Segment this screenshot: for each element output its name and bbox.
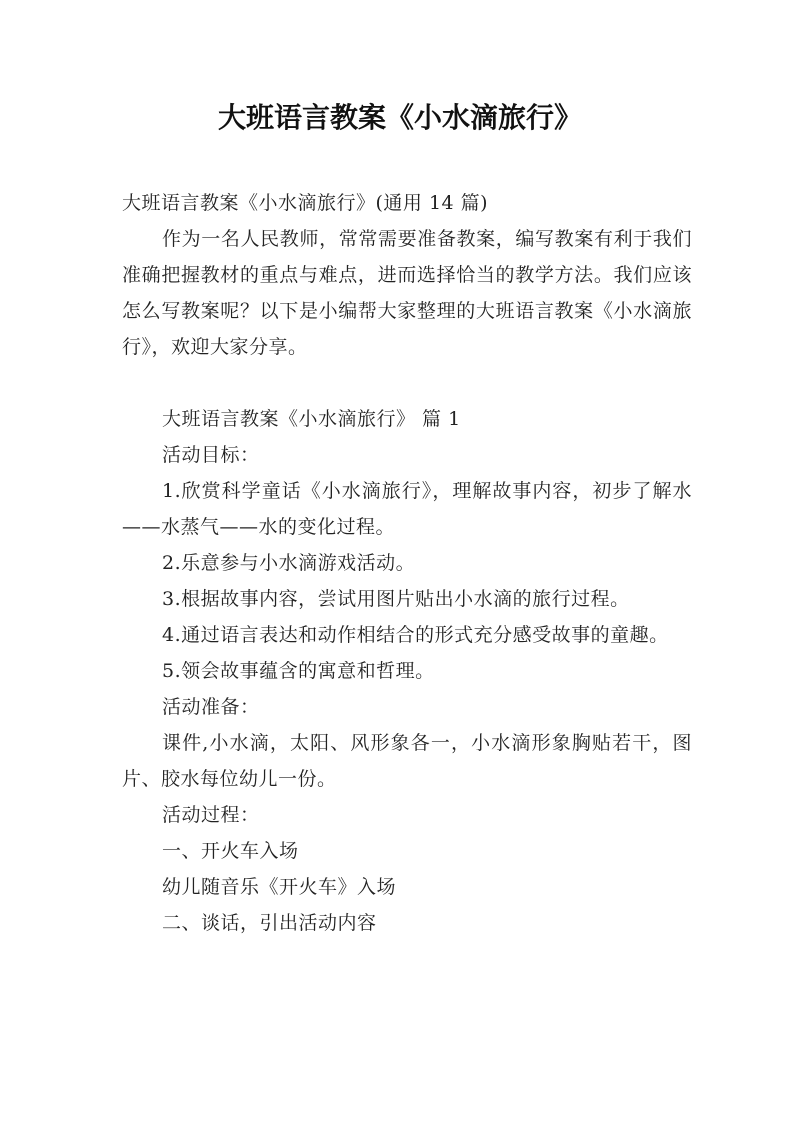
goal-item: 5.领会故事蕴含的寓意和哲理。 <box>162 660 435 682</box>
process-step: 二、谈话，引出活动内容 <box>162 912 377 934</box>
process-step: 一、开火车入场 <box>162 840 299 862</box>
document-body <box>122 185 692 941</box>
section-heading: 大班语言教案《小水滴旅行》 篇 1 <box>162 408 461 430</box>
process-step-text: 幼儿随音乐《开火车》入场 <box>162 876 397 898</box>
goal-item: 1.欣赏科学童话《小水滴旅行》，理解故事内容，初步了解水——水蒸气——水的变化过程。 <box>122 480 692 538</box>
prep-label: 活动准备： <box>162 696 260 718</box>
document-subtitle: 大班语言教案《小水滴旅行》(通用 14 篇) <box>122 192 489 214</box>
goals-label: 活动目标： <box>162 444 260 466</box>
goal-item: 3.根据故事内容，尝试用图片贴出小水滴的旅行过程。 <box>162 588 630 610</box>
prep-text: 课件,小水滴，太阳、风形象各一，小水滴形象胸贴若干，图片、胶水每位幼儿一份。 <box>122 732 692 790</box>
paragraph-gap <box>122 365 692 401</box>
process-label: 活动过程： <box>162 804 260 826</box>
goal-item: 2.乐意参与小水滴游戏活动。 <box>162 552 416 574</box>
goal-item: 4.通过语言表达和动作相结合的形式充分感受故事的童趣。 <box>162 624 669 646</box>
intro-paragraph: 作为一名人民教师，常常需要准备教案，编写教案有利于我们准确把握教材的重点与难点，进而选择恰当的教学方法。我们应该怎么写教案呢？以下是小编帮大家整理的大班语言教案《小水滴旅行》，欢迎大家分享。 <box>122 228 692 358</box>
document-title: 大班语言教案《小水滴旅行》 <box>217 101 582 134</box>
